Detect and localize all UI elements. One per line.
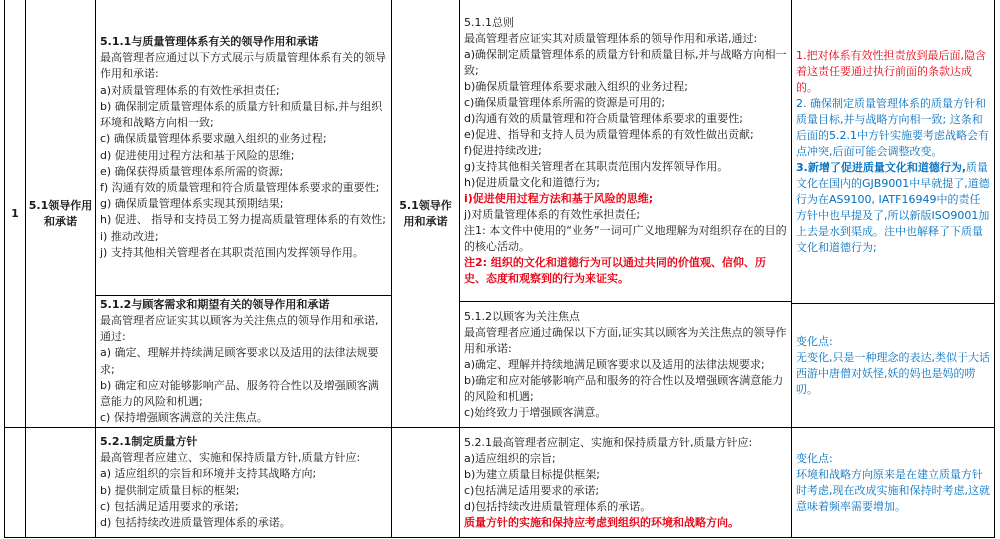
change-notes-column (792, 0, 994, 427)
paragraph: i)促进使用过程方法和基于风险的思维; (464, 191, 654, 205)
paragraph: 5.1.1与质量管理体系有关的领导作用和承诺 (100, 35, 319, 49)
paragraph: 5.2.1最高管理者应制定、实施和保持质量方针,质量方针应: (464, 435, 753, 449)
old-clause-5-1-2-cell (96, 296, 391, 427)
paragraph: a) 适应组织的宗旨和环境并支持其战略方向; (100, 467, 317, 481)
table-row-clause-5-1 (5, 0, 994, 428)
table-row-clause-5-2-1 (5, 428, 994, 537)
paragraph: c) 包括满足适用要求的承诺; (100, 499, 239, 513)
old-standard-clause-title-cell: 5.1领导作用和承诺 (26, 0, 96, 427)
paragraph: 无变化,只是一种理念的表达,类似于大话西游中唐僧对妖怪,妖的妈也是妈的唠叨。 (796, 350, 990, 396)
row-number-cell: 1 (5, 0, 26, 427)
paragraph: 环境和战略方向原来是在建立质量方针时考虑,现在改成实施和保持时考虑,这就意味着频率需要增加。 (796, 467, 990, 513)
new-standard-text-column (460, 0, 792, 427)
paragraph: c) 保持增强顾客满意的关注焦点。 (100, 411, 268, 425)
paragraph: 5.1.2与顾客需求和期望有关的领导作用和承诺 (100, 297, 330, 311)
paragraph: 质量方针的实施和保持应考虑到组织的环境和战略方向。 (464, 515, 739, 529)
paragraph: a)确保制定质量管理体系的质量方针和质量目标,并与战略方向相一致; (464, 47, 787, 77)
paragraph: 3.新增了促进质量文化和道德行为,质量文化在国内的GJB9001中早就提了,道德行为在AS9100, IATF16949中的责任方针中也早提及了,所以新版ISO9001加上去是水到渠成。注中也解释了下质量文化和道德行为; (796, 160, 990, 254)
paragraph: a) 确定、理解并持续满足顾客要求以及适用的法律法规要求; (100, 346, 379, 376)
paragraph: b)确保质量管理体系要求融入组织的业务过程; (464, 79, 688, 93)
paragraph: 最高管理者应证实其对质量管理体系的领导作用和承诺,通过: (464, 31, 758, 45)
paragraph: f) 沟通有效的质量管理和符合质量管理体系要求的重要性; (100, 180, 380, 194)
paragraph: b) 提供制定质量目标的框架; (100, 483, 240, 497)
paragraph: e)促进、指导和支持人员为质量管理体系的有效性做出贡献; (464, 127, 754, 141)
row-number-cell-empty (5, 428, 26, 537)
paragraph: 5.2.1制定质量方针 (100, 434, 198, 448)
paragraph: h)促进质量文化和道德行为; (464, 175, 600, 189)
paragraph: g) 确保质量管理体系实现其预期结果; (100, 197, 284, 211)
paragraph: 注1: 本文件中使用的“业务”一词可广义地理解为对组织存在的目的的核心活动。 (464, 223, 787, 253)
paragraph: 最高管理者应建立、实施和保持质量方针,质量方针应: (100, 451, 361, 465)
old-clause-5-1-1-cell (96, 0, 391, 296)
paragraph: 1.把对体系有效性担责放到最后面,隐含着这责任要通过执行前面的条款达成的。 (796, 48, 986, 94)
paragraph: a)适应组织的宗旨; (464, 451, 556, 465)
paragraph: b) 确保制定质量管理体系的质量方针和质量目标,并与组织环境和战略方向相一致; (100, 99, 383, 130)
new-clause-5-1-1-cell (460, 0, 791, 302)
paragraph: 最高管理者应通过以下方式展示与质量管理体系有关的领导作用和承诺: (100, 51, 386, 81)
paragraph: b)为建立质量目标提供框架; (464, 467, 600, 481)
paragraph: d)沟通有效的质量管理和符合质量管理体系要求的重要性; (464, 111, 743, 125)
paragraph: b)确定和应对能够影响产品和服务的符合性以及增强顾客满意能力的风险和机遇; (464, 373, 784, 403)
notes-clause-5-2-1-cell (792, 428, 994, 537)
old-standard-clause-title-cell-empty (26, 428, 96, 537)
paragraph: 最高管理者应通过确保以下方面,证实其以顾客为关注焦点的领导作用和承诺: (464, 325, 787, 355)
paragraph: 变化点: (796, 334, 833, 348)
standards-comparison-table (4, 0, 995, 538)
paragraph: c)包括满足适用要求的承诺; (464, 483, 600, 497)
paragraph: c) 确保质量管理体系要求融入组织的业务过程; (100, 132, 327, 146)
paragraph: d)包括持续改进质量管理体系的承诺。 (464, 499, 652, 513)
paragraph: j)对质量管理体系的有效性承担责任; (464, 207, 641, 221)
new-standard-clause-title-cell: 5.1领导作用和承诺 (392, 0, 460, 427)
paragraph: g)支持其他相关管理者在其职责范围内发挥领导作用。 (464, 159, 729, 173)
paragraph: d) 促进使用过程方法和基于风险的思维; (100, 148, 295, 162)
paragraph: 5.1.2以顾客为关注焦点 (464, 309, 580, 323)
new-clause-5-1-2-cell (460, 302, 791, 427)
paragraph: c)始终致力于增强顾客满意。 (464, 405, 607, 419)
new-standard-clause-title-cell-empty (392, 428, 460, 537)
paragraph: f)促进持续改进; (464, 143, 542, 157)
paragraph: 5.1.1总则 (464, 15, 514, 29)
paragraph: 最高管理者应证实其以顾客为关注焦点的领导作用和承诺,通过: (100, 313, 379, 344)
paragraph: a)对质量管理体系的有效性承担责任; (100, 83, 280, 97)
paragraph: h) 促进、 指导和支持员工努力提高质量管理体系的有效性; (100, 213, 386, 227)
paragraph: j) 支持其他相关管理者在其职责范围内发挥领导作用。 (100, 245, 364, 259)
paragraph: 注2: 组织的文化和道德行为可以通过共同的价值观、信仰、历史、态度和观察到的行为来证实。 (464, 255, 766, 285)
paragraph: 2. 确保制定质量管理体系的质量方针和质量目标,并与战略方向相一致; 这条和后面的5.2.1中方针实施要考虑战略会有点冲突,后面可能会调整改变。 (796, 96, 989, 158)
paragraph: d) 包括持续改进质量管理体系的承诺。 (100, 515, 291, 529)
paragraph: c)确保质量管理体系所需的资源是可用的; (464, 95, 666, 109)
paragraph: 变化点: (796, 451, 833, 465)
notes-clause-5-1-1-cell (792, 0, 994, 304)
paragraph: b) 确定和应对能够影响产品、服务符合性以及增强顾客满意能力的风险和机遇; (100, 378, 379, 408)
paragraph: e) 确保获得质量管理体系所需的资源; (100, 164, 284, 178)
old-clause-5-2-1-cell (96, 428, 392, 537)
new-clause-5-2-1-cell (460, 428, 792, 537)
old-standard-text-column (96, 0, 392, 427)
paragraph: i) 推动改进; (100, 229, 159, 243)
notes-clause-5-1-2-cell (792, 304, 994, 427)
paragraph: a)确定、理解并持续地满足顾客要求以及适用的法律法规要求; (464, 357, 765, 371)
